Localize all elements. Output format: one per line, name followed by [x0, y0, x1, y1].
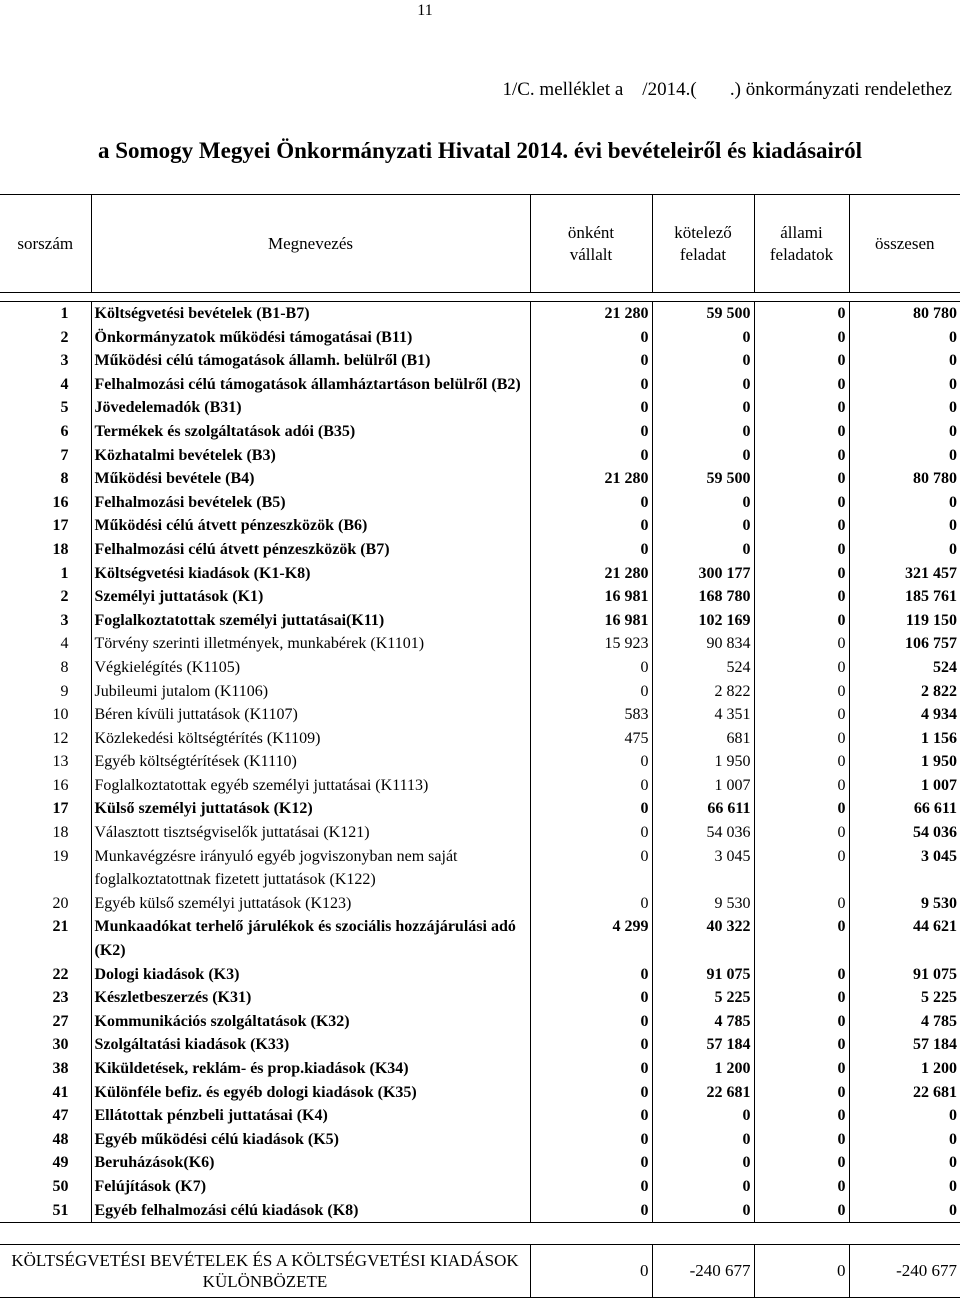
table-row	[0, 892, 960, 916]
table-row	[0, 845, 960, 892]
cell-total: 0	[949, 1201, 957, 1219]
cell-total: 0	[949, 1177, 957, 1195]
cell-no: 7	[0, 444, 91, 468]
cell-state: 0	[754, 963, 849, 987]
table-row	[0, 1151, 960, 1175]
cell-no: 4	[0, 373, 91, 397]
cell-voluntary: 0	[530, 1104, 652, 1128]
cell-mandatory: 5 225	[652, 986, 754, 1010]
cell-state: 0	[754, 845, 849, 892]
cell-voluntary: 0	[530, 1081, 652, 1105]
cell-total: 5 225	[921, 989, 957, 1007]
table-row	[0, 444, 960, 468]
cell-name: Végkielégítés (K1105)	[91, 656, 530, 680]
cell-name: Beruházások(K6)	[91, 1151, 530, 1175]
cell-total: 0	[949, 399, 957, 417]
cell-voluntary: 0	[530, 750, 652, 774]
header-spacer	[0, 293, 960, 302]
cell-total: 3 045	[921, 847, 957, 865]
cell-name: Egyéb működési célú kiadások (K5)	[91, 1128, 530, 1152]
cell-total: 66 611	[913, 800, 957, 818]
cell-total: 1 156	[921, 729, 957, 747]
cell-no: 10	[0, 703, 91, 727]
cell-no: 8	[0, 656, 91, 680]
table-row	[0, 1199, 960, 1223]
header-mandatory	[652, 195, 754, 293]
cell-voluntary: 0	[530, 396, 652, 420]
cell-voluntary: 0	[530, 444, 652, 468]
cell-state: 0	[754, 915, 849, 962]
cell-voluntary: 0	[530, 1151, 652, 1175]
table-row	[0, 1128, 960, 1152]
cell-mandatory: 1 950	[652, 750, 754, 774]
cell-voluntary: 0	[530, 821, 652, 845]
cell-state: 0	[754, 373, 849, 397]
table-row	[0, 302, 960, 326]
cell-voluntary: 0	[530, 538, 652, 562]
table-row	[0, 1057, 960, 1081]
header-no: sorszám	[0, 195, 91, 293]
cell-name: Egyéb költségtérítések (K1110)	[91, 750, 530, 774]
cell-state: 0	[754, 750, 849, 774]
cell-state: 0	[754, 467, 849, 491]
cell-voluntary: 21 280	[530, 467, 652, 491]
cell-total: 106 757	[905, 635, 957, 653]
table-row	[0, 680, 960, 704]
cell-no: 38	[0, 1057, 91, 1081]
cell-state: 0	[754, 444, 849, 468]
cell-voluntary: 0	[530, 491, 652, 515]
cell-name: Béren kívüli juttatások (K1107)	[91, 703, 530, 727]
cell-total: 0	[949, 1107, 957, 1125]
cell-mandatory: 0	[652, 1128, 754, 1152]
header-total: összesen	[849, 195, 960, 293]
cell-total: 0	[949, 352, 957, 370]
cell-total: 1 950	[921, 753, 957, 771]
table-row	[0, 420, 960, 444]
cell-no: 2	[0, 326, 91, 350]
cell-total: 0	[949, 1154, 957, 1172]
header-state-text: állami feladatok	[769, 222, 834, 264]
table-row	[0, 1081, 960, 1105]
cell-total: 22 681	[913, 1083, 957, 1101]
cell-no: 4	[0, 632, 91, 656]
cell-no: 8	[0, 467, 91, 491]
cell-no: 1	[0, 562, 91, 586]
cell-mandatory: 0	[652, 1151, 754, 1175]
cell-no: 22	[0, 963, 91, 987]
cell-total: 1 007	[921, 776, 957, 794]
cell-no: 23	[0, 986, 91, 1010]
header-voluntary	[530, 195, 652, 293]
cell-total: 57 184	[913, 1036, 957, 1054]
cell-voluntary: 0	[530, 1175, 652, 1199]
cell-voluntary: 583	[530, 703, 652, 727]
cell-no: 13	[0, 750, 91, 774]
cell-state: 0	[754, 420, 849, 444]
table-row	[0, 986, 960, 1010]
cell-mandatory: 66 611	[652, 797, 754, 821]
cell-voluntary: 0	[530, 326, 652, 350]
table-row	[0, 750, 960, 774]
header-mandatory-text: kötelező feladat	[674, 222, 732, 264]
cell-total: 1 200	[921, 1060, 957, 1077]
cell-name: Jövedelemadók (B31)	[91, 396, 530, 420]
cell-state: 0	[754, 396, 849, 420]
table-row	[0, 609, 960, 633]
cell-no: 6	[0, 420, 91, 444]
total-label-text: KÖLTSÉGVETÉSI BEVÉTELEK ÉS A KÖLTSÉGVETÉSI KIADÁSOK KÜLÖNBÖZETE	[11, 1251, 519, 1292]
cell-name: Készletbeszerzés (K31)	[91, 986, 530, 1010]
cell-mandatory: 54 036	[652, 821, 754, 845]
cell-name: Működési célú átvett pénzeszközök (B6)	[91, 514, 530, 538]
page-title: a Somogy Megyei Önkormányzati Hivatal 2014. évi bevételeiről és kiadásairól	[97, 138, 863, 163]
cell-total: 54 036	[913, 824, 957, 842]
cell-name: Költségvetési bevételek (B1-B7)	[91, 302, 530, 326]
table-row	[0, 467, 960, 491]
cell-total: 0	[949, 375, 957, 393]
table-row	[0, 821, 960, 845]
cell-name: Foglalkoztatottak egyéb személyi juttatásai (K1113)	[91, 774, 530, 798]
table-row	[0, 491, 960, 515]
cell-state: 0	[754, 632, 849, 656]
cell-no: 3	[0, 349, 91, 373]
cell-mandatory: 681	[652, 727, 754, 751]
cell-voluntary: 0	[530, 892, 652, 916]
cell-voluntary: 15 923	[530, 632, 652, 656]
cell-name: Választott tisztségviselők juttatásai (K121)	[91, 821, 530, 845]
cell-voluntary: 0	[530, 514, 652, 538]
cell-state: 0	[754, 774, 849, 798]
table-row	[0, 514, 960, 538]
cell-voluntary: 0	[530, 986, 652, 1010]
cell-no: 3	[0, 609, 91, 633]
cell-total: 80 780	[913, 305, 957, 322]
cell-no: 1	[0, 302, 91, 326]
cell-name: Működési bevétele (B4)	[91, 467, 530, 491]
cell-mandatory: 0	[652, 396, 754, 420]
cell-mandatory: 0	[652, 373, 754, 397]
table-row	[0, 703, 960, 727]
cell-total: 44 621	[913, 918, 957, 936]
cell-total: 0	[949, 328, 957, 346]
total-mandatory: -240 677	[652, 1245, 754, 1298]
table-row	[0, 373, 960, 397]
cell-mandatory: 0	[652, 349, 754, 373]
cell-no: 48	[0, 1128, 91, 1152]
cell-mandatory: 1 200	[652, 1057, 754, 1081]
total-label	[0, 1245, 530, 1298]
table-row	[0, 1104, 960, 1128]
cell-name: Törvény szerinti illetmények, munkabérek (K1101)	[91, 632, 530, 656]
table-row	[0, 1175, 960, 1199]
cell-state: 0	[754, 1081, 849, 1105]
cell-mandatory: 102 169	[652, 609, 754, 633]
page-number: 11	[417, 2, 433, 19]
cell-mandatory: 9 530	[652, 892, 754, 916]
cell-voluntary: 0	[530, 845, 652, 892]
cell-no: 18	[0, 538, 91, 562]
cell-mandatory: 0	[652, 326, 754, 350]
total-total: -240 677	[849, 1245, 960, 1298]
cell-no: 18	[0, 821, 91, 845]
cell-name: Foglalkoztatottak személyi juttatásai(K11)	[91, 609, 530, 633]
cell-voluntary: 0	[530, 420, 652, 444]
cell-name: Költségvetési kiadások (K1-K8)	[91, 562, 530, 586]
cell-voluntary: 0	[530, 1128, 652, 1152]
cell-mandatory: 0	[652, 538, 754, 562]
cell-mandatory: 3 045	[652, 845, 754, 892]
cell-voluntary: 0	[530, 963, 652, 987]
cell-voluntary: 475	[530, 727, 652, 751]
cell-state: 0	[754, 1175, 849, 1199]
cell-voluntary: 21 280	[530, 562, 652, 586]
cell-total: 91 075	[913, 965, 957, 983]
cell-state: 0	[754, 892, 849, 916]
cell-mandatory: 0	[652, 444, 754, 468]
table-row	[0, 632, 960, 656]
header-voluntary-text: önként vállalt	[567, 222, 615, 264]
cell-voluntary: 0	[530, 349, 652, 373]
cell-name: Munkavégzésre irányuló egyéb jogviszonyban nem saját foglalkoztatottnak fizetett juttatások (K122)	[91, 845, 530, 892]
cell-no: 21	[0, 915, 91, 962]
table-row	[0, 1033, 960, 1057]
cell-name: Dologi kiadások (K3)	[91, 963, 530, 987]
cell-mandatory: 4 351	[652, 703, 754, 727]
cell-state: 0	[754, 491, 849, 515]
cell-state: 0	[754, 514, 849, 538]
table-row	[0, 727, 960, 751]
cell-total: 4 934	[921, 706, 957, 724]
cell-mandatory: 0	[652, 1104, 754, 1128]
cell-no: 2	[0, 585, 91, 609]
cell-mandatory: 0	[652, 514, 754, 538]
budget-table-container	[0, 194, 960, 1298]
cell-voluntary: 0	[530, 774, 652, 798]
cell-state: 0	[754, 562, 849, 586]
table-row	[0, 1010, 960, 1034]
table-row	[0, 349, 960, 373]
cell-mandatory: 524	[652, 656, 754, 680]
cell-no: 49	[0, 1151, 91, 1175]
cell-total: 0	[949, 422, 957, 440]
total-spacer	[0, 1223, 960, 1245]
cell-total: 0	[949, 540, 957, 558]
cell-state: 0	[754, 821, 849, 845]
cell-total: 4 785	[921, 1012, 957, 1030]
cell-state: 0	[754, 1104, 849, 1128]
total-voluntary: 0	[530, 1245, 652, 1298]
cell-no: 17	[0, 797, 91, 821]
cell-voluntary: 21 280	[530, 302, 652, 326]
table-row	[0, 396, 960, 420]
cell-mandatory: 59 500	[652, 467, 754, 491]
cell-name: Önkormányzatok működési támogatásai (B11)	[91, 326, 530, 350]
cell-name: Szolgáltatási kiadások (K33)	[91, 1033, 530, 1057]
cell-name: Kiküldetések, reklám- és prop.kiadások (K34)	[91, 1057, 530, 1081]
cell-total: 185 761	[905, 588, 957, 606]
cell-mandatory: 57 184	[652, 1033, 754, 1057]
cell-state: 0	[754, 1010, 849, 1034]
cell-no: 47	[0, 1104, 91, 1128]
cell-no: 12	[0, 727, 91, 751]
cell-mandatory: 90 834	[652, 632, 754, 656]
cell-total: 119 150	[905, 611, 957, 629]
table-row	[0, 562, 960, 586]
cell-state: 0	[754, 1033, 849, 1057]
cell-state: 0	[754, 1057, 849, 1081]
cell-state: 0	[754, 727, 849, 751]
cell-state: 0	[754, 585, 849, 609]
cell-voluntary: 16 981	[530, 585, 652, 609]
cell-state: 0	[754, 986, 849, 1010]
cell-no: 30	[0, 1033, 91, 1057]
cell-mandatory: 22 681	[652, 1081, 754, 1105]
cell-no: 16	[0, 774, 91, 798]
cell-state: 0	[754, 609, 849, 633]
cell-voluntary: 16 981	[530, 609, 652, 633]
cell-total: 0	[949, 446, 957, 464]
cell-mandatory: 0	[652, 420, 754, 444]
cell-name: Személyi juttatások (K1)	[91, 585, 530, 609]
cell-total: 0	[949, 1130, 957, 1148]
cell-name: Termékek és szolgáltatások adói (B35)	[91, 420, 530, 444]
cell-mandatory: 4 785	[652, 1010, 754, 1034]
cell-mandatory: 59 500	[652, 302, 754, 326]
cell-no: 20	[0, 892, 91, 916]
cell-state: 0	[754, 1199, 849, 1223]
cell-no: 17	[0, 514, 91, 538]
cell-mandatory: 168 780	[652, 585, 754, 609]
cell-mandatory: 300 177	[652, 562, 754, 586]
cell-name: Közlekedési költségtérítés (K1109)	[91, 727, 530, 751]
cell-no: 50	[0, 1175, 91, 1199]
cell-mandatory: 2 822	[652, 680, 754, 704]
cell-name: Jubileumi jutalom (K1106)	[91, 680, 530, 704]
cell-total: 9 530	[921, 894, 957, 912]
cell-voluntary: 0	[530, 797, 652, 821]
cell-mandatory: 0	[652, 1175, 754, 1199]
cell-state: 0	[754, 656, 849, 680]
cell-voluntary: 0	[530, 1033, 652, 1057]
cell-name: Kommunikációs szolgáltatások (K32)	[91, 1010, 530, 1034]
cell-total: 0	[949, 517, 957, 535]
cell-no: 16	[0, 491, 91, 515]
cell-name: Felhalmozási bevételek (B5)	[91, 491, 530, 515]
cell-mandatory: 0	[652, 1199, 754, 1223]
cell-name: Egyéb külső személyi juttatások (K123)	[91, 892, 530, 916]
cell-mandatory: 91 075	[652, 963, 754, 987]
header-name: Megnevezés	[91, 195, 530, 293]
table-row	[0, 774, 960, 798]
cell-total: 321 457	[905, 564, 957, 582]
cell-no: 5	[0, 396, 91, 420]
total-row	[0, 1245, 960, 1298]
total-state: 0	[754, 1245, 849, 1298]
cell-voluntary: 4 299	[530, 915, 652, 962]
cell-state: 0	[754, 538, 849, 562]
cell-name: Működési célú támogatások államh. belülről (B1)	[91, 349, 530, 373]
table-row	[0, 963, 960, 987]
cell-state: 0	[754, 797, 849, 821]
table-row	[0, 538, 960, 562]
cell-voluntary: 0	[530, 1057, 652, 1081]
cell-voluntary: 0	[530, 1010, 652, 1034]
cell-total: 2 822	[921, 682, 957, 700]
table-row	[0, 326, 960, 350]
cell-mandatory: 40 322	[652, 915, 754, 962]
cell-voluntary: 0	[530, 656, 652, 680]
cell-state: 0	[754, 302, 849, 326]
cell-mandatory: 1 007	[652, 774, 754, 798]
cell-state: 0	[754, 1128, 849, 1152]
cell-voluntary: 0	[530, 1199, 652, 1223]
cell-name: Közhatalmi bevételek (B3)	[91, 444, 530, 468]
cell-no: 9	[0, 680, 91, 704]
cell-name: Felhalmozási célú átvett pénzeszközök (B7)	[91, 538, 530, 562]
cell-total: 524	[933, 658, 957, 676]
cell-state: 0	[754, 326, 849, 350]
table-row	[0, 585, 960, 609]
cell-mandatory: 0	[652, 491, 754, 515]
table-row	[0, 797, 960, 821]
cell-no: 27	[0, 1010, 91, 1034]
table-body	[0, 302, 960, 1223]
cell-state: 0	[754, 703, 849, 727]
cell-no: 41	[0, 1081, 91, 1105]
cell-no: 19	[0, 845, 91, 892]
cell-total: 0	[949, 493, 957, 511]
cell-name: Különféle befiz. és egyéb dologi kiadások (K35)	[91, 1081, 530, 1105]
cell-name: Felhalmozási célú támogatások államháztartáson belülről (B2)	[91, 373, 530, 397]
cell-name: Egyéb felhalmozási célú kiadások (K8)	[91, 1199, 530, 1223]
cell-state: 0	[754, 680, 849, 704]
cell-name: Külső személyi juttatások (K12)	[91, 797, 530, 821]
table-row	[0, 656, 960, 680]
cell-name: Ellátottak pénzbeli juttatásai (K4)	[91, 1104, 530, 1128]
budget-table	[0, 194, 960, 1298]
cell-state: 0	[754, 349, 849, 373]
cell-state: 0	[754, 1151, 849, 1175]
cell-name: Munkaadókat terhelő járulékok és szociális hozzájárulási adó (K2)	[91, 915, 530, 962]
cell-total: 80 780	[913, 470, 957, 488]
header-state	[754, 195, 849, 293]
annex-reference: 1/C. melléklet a /2014.( .) önkormányzati rendelethez	[502, 79, 952, 100]
cell-voluntary: 0	[530, 373, 652, 397]
cell-name: Felújítások (K7)	[91, 1175, 530, 1199]
cell-voluntary: 0	[530, 680, 652, 704]
table-row	[0, 915, 960, 962]
table-header-row	[0, 195, 960, 293]
cell-no: 51	[0, 1199, 91, 1223]
